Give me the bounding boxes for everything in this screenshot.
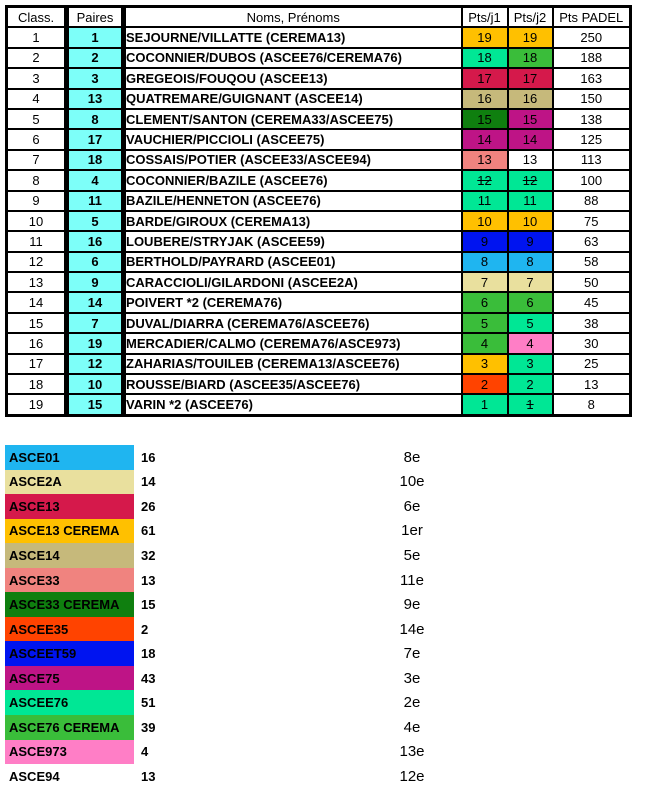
pts-j2-cell: [508, 354, 553, 374]
legend-swatch: ASCE94: [5, 764, 134, 789]
legend-count: 13: [141, 572, 156, 588]
rank-cell: 9: [7, 191, 67, 211]
pts-j1-cell: [462, 394, 508, 415]
paire-cell: 13: [67, 89, 124, 109]
legend-rank: 10e: [399, 473, 425, 491]
paire-cell: 10: [67, 374, 124, 394]
paire-cell: 11: [67, 191, 124, 211]
pts-j1-cell: [462, 68, 508, 88]
pts-j1-value: 16: [463, 90, 507, 108]
paire-cell: 8: [67, 109, 124, 129]
rank-cell: 17: [7, 354, 67, 374]
pts-j1-value: 18: [463, 49, 507, 67]
legend-swatch: ASCE75: [5, 666, 134, 691]
table-row: [7, 292, 631, 312]
name-cell: VARIN *2 (ASCEE76): [124, 394, 462, 415]
pts-j1-cell: [462, 252, 508, 272]
pts-j1-cell: [462, 27, 508, 47]
pts-j2-value: 14: [509, 130, 552, 148]
rank-cell: 5: [7, 109, 67, 129]
paire-cell: 19: [67, 333, 124, 353]
table-row: [7, 394, 631, 415]
rank-cell: 3: [7, 68, 67, 88]
legend-swatch: ASCEE35: [5, 617, 134, 642]
pts-padel-cell: 38: [553, 313, 631, 333]
pts-j1-value: 17: [463, 69, 507, 87]
rank-cell: 15: [7, 313, 67, 333]
pts-j2-value: 9: [509, 232, 552, 250]
legend-count: 4: [141, 744, 149, 760]
paire-cell: 2: [67, 48, 124, 68]
pts-j2-value: 11: [509, 192, 552, 210]
club-legend: [5, 445, 647, 789]
rank-cell: 4: [7, 89, 67, 109]
pts-j2-value: 2: [509, 375, 552, 393]
legend-count: 51: [141, 695, 156, 711]
rank-cell: 1: [7, 27, 67, 47]
pts-j1-cell: [462, 150, 508, 170]
name-cell: ZAHARIAS/TOUILEB (CEREMA13/ASCEE76): [124, 354, 462, 374]
pts-padel-cell: 63: [553, 231, 631, 251]
name-cell: COCONNIER/DUBOS (ASCEE76/CEREMA76): [124, 48, 462, 68]
legend-row: [5, 543, 647, 568]
pts-j2-cell: [508, 129, 553, 149]
header-pts-j1: Pts/j1: [462, 7, 508, 28]
pts-j2-cell: [508, 89, 553, 109]
table-row: [7, 170, 631, 190]
pts-j2-value: 18: [509, 49, 552, 67]
paire-cell: 3: [67, 68, 124, 88]
paire-cell: 17: [67, 129, 124, 149]
pts-j2-value: 8: [509, 253, 552, 271]
pts-j1-value: 6: [463, 293, 507, 311]
pts-j1-cell: [462, 354, 508, 374]
pts-j2-cell: [508, 333, 553, 353]
legend-row: [5, 690, 647, 715]
pts-j2-cell: [508, 150, 553, 170]
ranking-header: [7, 7, 631, 28]
paire-cell: 5: [67, 211, 124, 231]
pts-j2-value: 4: [509, 334, 552, 352]
pts-padel-cell: 25: [553, 354, 631, 374]
pts-j2-cell: [508, 252, 553, 272]
pts-padel-cell: 113: [553, 150, 631, 170]
pts-j1-value: 13: [463, 151, 507, 169]
header-pts-padel: Pts PADEL: [553, 7, 631, 28]
legend-rank: 2e: [403, 694, 421, 712]
pts-padel-cell: 13: [553, 374, 631, 394]
pts-j1-cell: [462, 231, 508, 251]
pts-padel-cell: 250: [553, 27, 631, 47]
pts-j1-cell: [462, 211, 508, 231]
rank-cell: 18: [7, 374, 67, 394]
table-row: [7, 89, 631, 109]
legend-row: [5, 764, 647, 789]
pts-j1-value: 12: [463, 171, 507, 189]
legend-count: 43: [141, 670, 156, 686]
pts-j2-cell: [508, 48, 553, 68]
pts-j1-cell: [462, 129, 508, 149]
pts-padel-cell: 150: [553, 89, 631, 109]
legend-swatch: ASCE14: [5, 543, 134, 568]
pts-j1-value: 2: [463, 375, 507, 393]
legend-row: [5, 494, 647, 519]
legend-row: [5, 715, 647, 740]
legend-count: 16: [141, 449, 156, 465]
pts-j2-cell: [508, 68, 553, 88]
pts-j2-value: 6: [509, 293, 552, 311]
pts-padel-cell: 88: [553, 191, 631, 211]
table-row: [7, 313, 631, 333]
pts-j2-cell: [508, 313, 553, 333]
pts-j1-value: 5: [463, 314, 507, 332]
pts-padel-cell: 163: [553, 68, 631, 88]
pts-padel-cell: 45: [553, 292, 631, 312]
legend-row: [5, 740, 647, 765]
pts-j1-cell: [462, 191, 508, 211]
rank-cell: 8: [7, 170, 67, 190]
rank-cell: 19: [7, 394, 67, 415]
rank-cell: 10: [7, 211, 67, 231]
pts-j1-value: 9: [463, 232, 507, 250]
legend-count: 13: [141, 768, 156, 784]
ranking-table: [5, 5, 632, 417]
pts-j2-cell: [508, 211, 553, 231]
pts-j2-value: 15: [509, 110, 552, 128]
pts-j1-cell: [462, 48, 508, 68]
pts-j2-cell: [508, 170, 553, 190]
legend-rank: 3e: [403, 669, 421, 687]
legend-rank: 6e: [403, 497, 421, 515]
pts-j2-value: 3: [509, 355, 552, 373]
pts-j2-value: 16: [509, 90, 552, 108]
rank-cell: 13: [7, 272, 67, 292]
legend-rank: 4e: [403, 718, 421, 736]
pts-j2-cell: [508, 231, 553, 251]
header-paires: Paires: [67, 7, 124, 28]
rank-cell: 6: [7, 129, 67, 149]
legend-row: [5, 641, 647, 666]
table-row: [7, 109, 631, 129]
pts-padel-cell: 125: [553, 129, 631, 149]
name-cell: COSSAIS/POTIER (ASCEE33/ASCEE94): [124, 150, 462, 170]
paire-cell: 4: [67, 170, 124, 190]
table-row: [7, 272, 631, 292]
header-class: Class.: [7, 7, 67, 28]
paire-cell: 9: [67, 272, 124, 292]
legend-rank: 12e: [399, 767, 425, 785]
name-cell: LOUBERE/STRYJAK (ASCEE59): [124, 231, 462, 251]
header-noms: Noms, Prénoms: [124, 7, 462, 28]
table-row: [7, 150, 631, 170]
legend-row: [5, 445, 647, 470]
legend-rank: 14e: [399, 620, 425, 638]
legend-rank: 7e: [403, 645, 421, 663]
pts-padel-cell: 188: [553, 48, 631, 68]
pts-j1-cell: [462, 109, 508, 129]
pts-j2-value: 1: [509, 395, 552, 413]
table-row: [7, 354, 631, 374]
pts-j2-cell: [508, 191, 553, 211]
paire-cell: 16: [67, 231, 124, 251]
name-cell: MERCADIER/CALMO (CEREMA76/ASCE973): [124, 333, 462, 353]
legend-row: [5, 617, 647, 642]
legend-swatch: ASCE33: [5, 568, 134, 593]
table-row: [7, 374, 631, 394]
pts-j2-value: 17: [509, 69, 552, 87]
paire-cell: 18: [67, 150, 124, 170]
rank-cell: 16: [7, 333, 67, 353]
table-row: [7, 27, 631, 47]
name-cell: COCONNIER/BAZILE (ASCEE76): [124, 170, 462, 190]
pts-j1-value: 15: [463, 110, 507, 128]
name-cell: POIVERT *2 (CEREMA76): [124, 292, 462, 312]
name-cell: QUATREMARE/GUIGNANT (ASCEE14): [124, 89, 462, 109]
legend-row: [5, 519, 647, 544]
name-cell: SEJOURNE/VILLATTE (CEREMA13): [124, 27, 462, 47]
name-cell: CARACCIOLI/GILARDONI (ASCEE2A): [124, 272, 462, 292]
pts-j2-cell: [508, 374, 553, 394]
pts-j2-value: 5: [509, 314, 552, 332]
legend-row: [5, 568, 647, 593]
pts-j1-cell: [462, 374, 508, 394]
pts-j2-value: 7: [509, 273, 552, 291]
legend-count: 15: [141, 597, 156, 613]
pts-j1-value: 3: [463, 355, 507, 373]
table-row: [7, 48, 631, 68]
legend-count: 61: [141, 523, 156, 539]
legend-count: 32: [141, 547, 156, 563]
pts-padel-cell: 100: [553, 170, 631, 190]
pts-j1-value: 7: [463, 273, 507, 291]
pts-j2-value: 10: [509, 212, 552, 230]
name-cell: GREGEOIS/FOUQOU (ASCEE13): [124, 68, 462, 88]
legend-swatch: ASCE76 CEREMA: [5, 715, 134, 740]
pts-j2-value: 12: [509, 171, 552, 189]
pts-padel-cell: 75: [553, 211, 631, 231]
paire-cell: 15: [67, 394, 124, 415]
legend-row: [5, 666, 647, 691]
ranking-tbody: [7, 27, 631, 415]
pts-padel-cell: 30: [553, 333, 631, 353]
pts-j1-value: 1: [463, 395, 507, 413]
legend-rank: 1er: [401, 522, 423, 540]
name-cell: BERTHOLD/PAYRARD (ASCEE01): [124, 252, 462, 272]
legend-swatch: ASCE33 CEREMA: [5, 592, 134, 617]
rank-cell: 7: [7, 150, 67, 170]
paire-cell: 6: [67, 252, 124, 272]
name-cell: VAUCHIER/PICCIOLI (ASCEE75): [124, 129, 462, 149]
pts-j1-cell: [462, 272, 508, 292]
legend-rank: 5e: [403, 546, 421, 564]
legend-rank: 11e: [400, 571, 424, 589]
name-cell: DUVAL/DIARRA (CEREMA76/ASCEE76): [124, 313, 462, 333]
table-row: [7, 129, 631, 149]
rank-cell: 12: [7, 252, 67, 272]
table-row: [7, 211, 631, 231]
paire-cell: 7: [67, 313, 124, 333]
rank-cell: 2: [7, 48, 67, 68]
pts-j1-cell: [462, 170, 508, 190]
name-cell: BAZILE/HENNETON (ASCEE76): [124, 191, 462, 211]
pts-j1-value: 14: [463, 130, 507, 148]
paire-cell: 12: [67, 354, 124, 374]
pts-j2-cell: [508, 109, 553, 129]
legend-row: [5, 592, 647, 617]
table-row: [7, 68, 631, 88]
pts-j1-value: 11: [463, 192, 507, 210]
name-cell: CLEMENT/SANTON (CEREMA33/ASCEE75): [124, 109, 462, 129]
table-row: [7, 231, 631, 251]
pts-j2-cell: [508, 27, 553, 47]
pts-padel-cell: 58: [553, 252, 631, 272]
legend-count: 14: [141, 474, 156, 490]
pts-j1-value: 4: [463, 334, 507, 352]
header-row: [7, 7, 631, 28]
table-row: [7, 191, 631, 211]
name-cell: ROUSSE/BIARD (ASCEE35/ASCEE76): [124, 374, 462, 394]
legend-count: 26: [141, 498, 156, 514]
pts-j2-cell: [508, 272, 553, 292]
legend-swatch: ASCE13: [5, 494, 134, 519]
legend-rank: 8e: [403, 448, 421, 466]
legend-swatch: ASCE2A: [5, 470, 134, 495]
pts-j1-cell: [462, 89, 508, 109]
pts-padel-cell: 138: [553, 109, 631, 129]
pts-j1-cell: [462, 333, 508, 353]
legend-count: 39: [141, 719, 156, 735]
pts-j2-cell: [508, 394, 553, 415]
paire-cell: 14: [67, 292, 124, 312]
legend-swatch: ASCEE76: [5, 690, 134, 715]
table-row: [7, 333, 631, 353]
legend-swatch: ASCE973: [5, 740, 134, 765]
pts-j1-value: 8: [463, 253, 507, 271]
table-row: [7, 252, 631, 272]
rank-cell: 14: [7, 292, 67, 312]
name-cell: BARDE/GIROUX (CEREMA13): [124, 211, 462, 231]
header-pts-j2: Pts/j2: [508, 7, 553, 28]
pts-j2-value: 13: [509, 151, 552, 169]
paire-cell: 1: [67, 27, 124, 47]
rank-cell: 11: [7, 231, 67, 251]
pts-padel-cell: 50: [553, 272, 631, 292]
legend-count: 18: [141, 646, 156, 662]
pts-padel-cell: 8: [553, 394, 631, 415]
pts-j1-cell: [462, 292, 508, 312]
legend-row: [5, 470, 647, 495]
legend-count: 2: [141, 621, 149, 637]
legend-swatch: ASCEET59: [5, 641, 134, 666]
legend-rank: 13e: [399, 743, 425, 761]
legend-swatch: ASCE13 CEREMA: [5, 519, 134, 544]
pts-j1-value: 19: [463, 28, 507, 46]
pts-j1-value: 10: [463, 212, 507, 230]
legend-swatch: ASCE01: [5, 445, 134, 470]
legend-rank: 9e: [403, 596, 421, 614]
pts-j2-cell: [508, 292, 553, 312]
pts-j2-value: 19: [509, 28, 552, 46]
pts-j1-cell: [462, 313, 508, 333]
